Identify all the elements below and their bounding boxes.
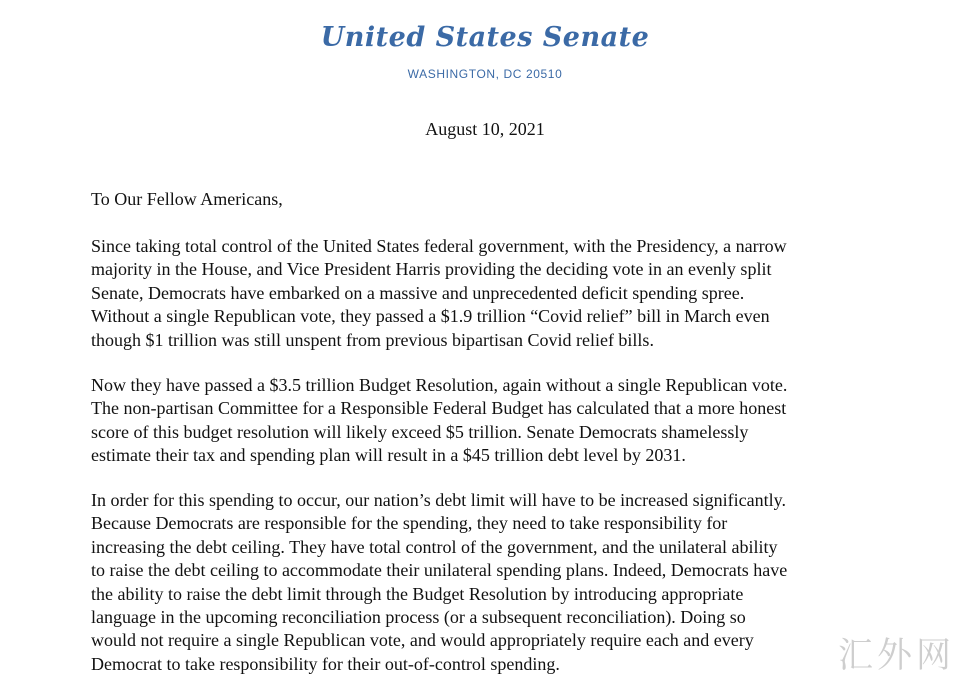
paragraph-line: score of this budget resolution will likely exceed $5 trillion. Senate Democrats shamelessly — [91, 421, 749, 442]
paragraph-1 — [91, 235, 891, 352]
paragraph-line: Since taking total control of the United States federal government, with the Presidency, a narrow — [91, 236, 787, 256]
watermark: 汇外网 — [838, 636, 956, 676]
paragraph-3 — [91, 489, 891, 676]
paragraph-line: Because Democrats are responsible for the spending, they need to take responsibility for — [91, 513, 728, 534]
paragraph-line: estimate their tax and spending plan will result in a $45 trillion debt level by 2031. — [91, 445, 686, 466]
paragraph-line: Democrat to take responsibility for their out-of-control spending. — [91, 653, 560, 674]
paragraph-line: Now they have passed a $3.5 trillion Budget Resolution, again without a single Republican vote. — [91, 375, 788, 395]
paragraph-line: In order for this spending to occur, our nation’s debt limit will have to be increased significantly. — [91, 490, 786, 510]
paragraph-line: would not require a single Republican vote, and would appropriately require each and every — [91, 630, 754, 651]
letterhead-location: WASHINGTON, DC 20510 — [407, 67, 563, 81]
paragraph-line: increasing the debt ceiling. They have total control of the government, and the unilateral ability — [91, 536, 778, 557]
paragraph-line: language in the upcoming reconciliation process (or a subsequent reconciliation). Doing so — [91, 607, 746, 628]
paragraph-2 — [91, 374, 891, 468]
letterhead-title: United States Senate — [320, 22, 650, 53]
paragraph-line: though $1 trillion was still unspent from previous bipartisan Covid relief bills. — [91, 329, 654, 350]
paragraph-line: the ability to raise the debt limit through the Budget Resolution by introducing appropriate — [91, 583, 744, 604]
letter-date: August 10, 2021 — [425, 119, 545, 139]
paragraph-line: majority in the House, and Vice President Harris providing the deciding vote in an evenly split — [91, 259, 772, 280]
paragraph-line: Senate, Democrats have embarked on a massive and unprecedented deficit spending spree. — [91, 282, 745, 303]
paragraph-line: Without a single Republican vote, they passed a $1.9 trillion “Covid relief” bill in March even — [91, 306, 770, 327]
paragraph-line: The non-partisan Committee for a Responsible Federal Budget has calculated that a more honest — [91, 398, 787, 419]
salutation: To Our Fellow Americans, — [91, 189, 283, 209]
paragraph-line: to raise the debt ceiling to accommodate their unilateral spending plans. Indeed, Democrats have — [91, 560, 788, 581]
